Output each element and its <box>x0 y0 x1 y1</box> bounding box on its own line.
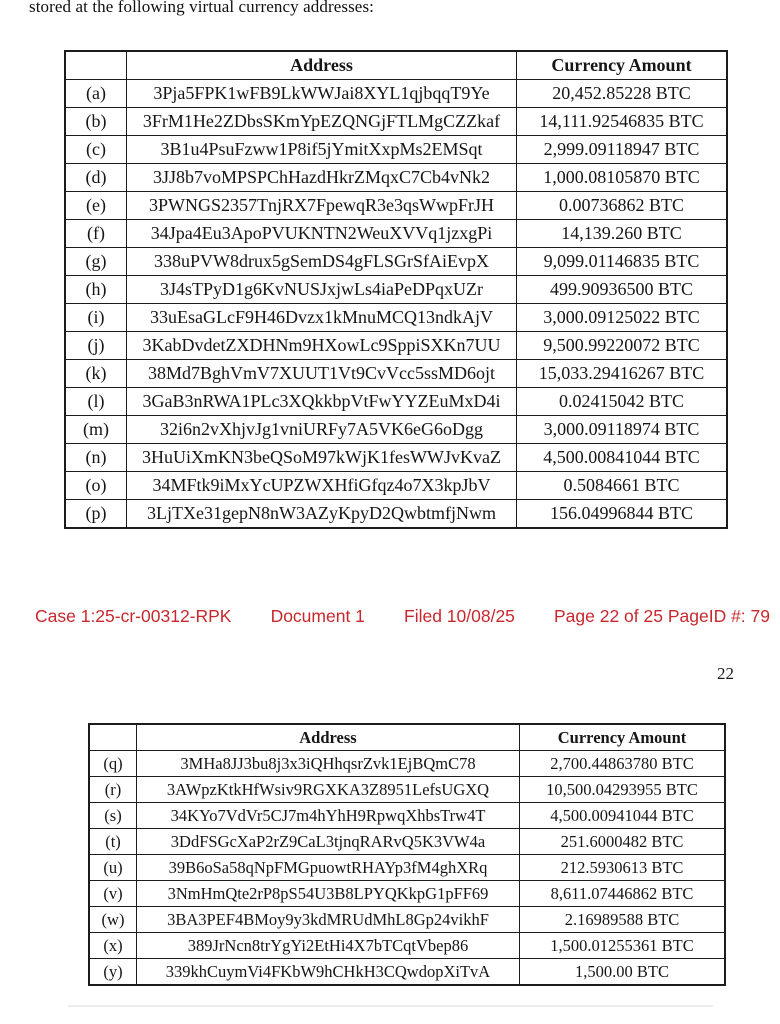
amount-cell: 14,111.92546835 BTC <box>517 108 728 136</box>
table1-header-amount: Currency Amount <box>517 51 728 80</box>
table-row <box>89 803 725 829</box>
amount-cell: 0.00736862 BTC <box>517 192 728 220</box>
table-row <box>89 829 725 855</box>
table-row <box>65 444 727 472</box>
table-row <box>89 959 725 986</box>
row-label: (h) <box>65 276 127 304</box>
table-row <box>89 855 725 881</box>
address-cell: 38Md7BghVmV7XUUT1Vt9CvVcc5ssMD6ojt <box>127 360 517 388</box>
row-label: (l) <box>65 388 127 416</box>
table-row <box>65 416 727 444</box>
amount-cell: 3,000.09118974 BTC <box>517 416 728 444</box>
table1-header-address: Address <box>127 51 517 80</box>
amount-cell: 9,099.01146835 BTC <box>517 248 728 276</box>
address-cell: 34KYo7VdVr5CJ7m4hYhH9RpwqXhbsTrw4T <box>137 803 520 829</box>
amount-cell: 0.02415042 BTC <box>517 388 728 416</box>
table-row <box>65 192 727 220</box>
address-cell: 3KabDvdetZXDHNm9HXowLc9SppiSXKn7UU <box>127 332 517 360</box>
amount-cell: 2,999.09118947 BTC <box>517 136 728 164</box>
address-cell: 32i6n2vXhjvJg1vniURFy7A5VK6eG6oDgg <box>127 416 517 444</box>
table-row <box>65 388 727 416</box>
amount-cell: 20,452.85228 BTC <box>517 80 728 108</box>
page-number: 22 <box>717 664 734 683</box>
row-label: (t) <box>89 829 137 855</box>
amount-cell: 251.6000482 BTC <box>520 829 726 855</box>
row-label: (c) <box>65 136 127 164</box>
amount-cell: 3,000.09125022 BTC <box>517 304 728 332</box>
address-cell: 3HuUiXmKN3beQSoM97kWjK1fesWWJvKvaZ <box>127 444 517 472</box>
row-label: (f) <box>65 220 127 248</box>
page-id-label: Page 22 of 25 PageID #: 79 <box>554 606 770 626</box>
amount-cell: 0.5084661 BTC <box>517 472 728 500</box>
amount-cell: 156.04996844 BTC <box>517 500 728 529</box>
table-row <box>65 332 727 360</box>
row-label: (n) <box>65 444 127 472</box>
row-label: (w) <box>89 907 137 933</box>
address-cell: 3LjTXe31gepN8nW3AZyKpyD2QwbtmfjNwm <box>127 500 517 529</box>
row-label: (i) <box>65 304 127 332</box>
address-cell: 3Pja5FPK1wFB9LkWWJai8XYL1qjbqqT9Ye <box>127 80 517 108</box>
intro-text: stored at the following virtual currency addresses: <box>29 0 374 16</box>
address-cell: 389JrNcn8trYgYi2EtHi4X7bTCqtVbep86 <box>137 933 520 959</box>
table-row <box>65 304 727 332</box>
amount-cell: 2.16989588 BTC <box>520 907 726 933</box>
table-row <box>89 907 725 933</box>
row-label: (e) <box>65 192 127 220</box>
address-cell: 3MHa8JJ3bu8j3x3iQHhqsrZvk1EjBQmC78 <box>137 751 520 777</box>
row-label: (j) <box>65 332 127 360</box>
table-header-row <box>65 51 727 80</box>
case-number: Case 1:25-cr-00312-RPK <box>35 606 232 626</box>
address-cell: 3B1u4PsuFzww1P8if5jYmitXxpMs2EMSqt <box>127 136 517 164</box>
row-label: (x) <box>89 933 137 959</box>
row-label: (b) <box>65 108 127 136</box>
row-label: (q) <box>89 751 137 777</box>
amount-cell: 2,700.44863780 BTC <box>520 751 726 777</box>
table-row <box>89 881 725 907</box>
row-label: (s) <box>89 803 137 829</box>
address-cell: 338uPVW8drux5gSemDS4gFLSGrSfAiEvpX <box>127 248 517 276</box>
table-row <box>65 164 727 192</box>
amount-cell: 14,139.260 BTC <box>517 220 728 248</box>
row-label: (v) <box>89 881 137 907</box>
row-label: (d) <box>65 164 127 192</box>
table-row <box>65 472 727 500</box>
table2-header-blank <box>89 724 137 751</box>
table-row <box>89 751 725 777</box>
amount-cell: 15,033.29416267 BTC <box>517 360 728 388</box>
amount-cell: 499.90936500 BTC <box>517 276 728 304</box>
table-row <box>65 80 727 108</box>
amount-cell: 1,500.01255361 BTC <box>520 933 726 959</box>
row-label: (u) <box>89 855 137 881</box>
row-label: (r) <box>89 777 137 803</box>
address-cell: 3DdFSGcXaP2rZ9CaL3tjnqRARvQ5K3VW4a <box>137 829 520 855</box>
amount-cell: 212.5930613 BTC <box>520 855 726 881</box>
table-row <box>89 777 725 803</box>
address-cell: 39B6oSa58qNpFMGpuowtRHAYp3fM4ghXRq <box>137 855 520 881</box>
row-label: (a) <box>65 80 127 108</box>
row-label: (m) <box>65 416 127 444</box>
address-cell: 33uEsaGLcF9H46Dvzx1kMnuMCQ13ndkAjV <box>127 304 517 332</box>
scan-artifact-line <box>68 1005 713 1007</box>
address-cell: 3AWpzKtkHfWsiv9RGXKA3Z8951LefsUGXQ <box>137 777 520 803</box>
amount-cell: 1,500.00 BTC <box>520 959 726 986</box>
table-row <box>65 360 727 388</box>
btc-address-table-2 <box>88 723 726 986</box>
table-row <box>65 220 727 248</box>
table-header-row <box>89 724 725 751</box>
table2-header-address: Address <box>137 724 520 751</box>
table-row <box>65 276 727 304</box>
row-label: (y) <box>89 959 137 986</box>
address-cell: 3BA3PEF4BMoy9y3kdMRUdMhL8Gp24vikhF <box>137 907 520 933</box>
filed-date: Filed 10/08/25 <box>404 606 515 626</box>
amount-cell: 4,500.00841044 BTC <box>517 444 728 472</box>
table-row <box>65 108 727 136</box>
case-stamp <box>35 606 770 627</box>
address-cell: 339khCuymVi4FKbW9hCHkH3CQwdopXiTvA <box>137 959 520 986</box>
btc-address-table-1 <box>64 50 728 529</box>
address-cell: 34MFtk9iMxYcUPZWXHfiGfqz4o7X3kpJbV <box>127 472 517 500</box>
address-cell: 3NmHmQte2rP8pS54U3B8LPYQKkpG1pFF69 <box>137 881 520 907</box>
address-cell: 3GaB3nRWA1PLc3XQkkbpVtFwYYZEuMxD4i <box>127 388 517 416</box>
table2-body <box>89 751 725 986</box>
table2-header-amount: Currency Amount <box>520 724 726 751</box>
address-cell: 3J4sTPyD1g6KvNUSJxjwLs4iaPeDPqxUZr <box>127 276 517 304</box>
address-cell: 3JJ8b7voMPSPChHazdHkrZMqxC7Cb4vNk2 <box>127 164 517 192</box>
address-cell: 3FrM1He2ZDbsSKmYpEZQNGjFTLMgCZZkaf <box>127 108 517 136</box>
table1-body <box>65 80 727 529</box>
table1-header-blank <box>65 51 127 80</box>
amount-cell: 4,500.00941044 BTC <box>520 803 726 829</box>
amount-cell: 8,611.07446862 BTC <box>520 881 726 907</box>
amount-cell: 10,500.04293955 BTC <box>520 777 726 803</box>
address-cell: 3PWNGS2357TnjRX7FpewqR3e3qsWwpFrJH <box>127 192 517 220</box>
row-label: (o) <box>65 472 127 500</box>
row-label: (g) <box>65 248 127 276</box>
amount-cell: 9,500.99220072 BTC <box>517 332 728 360</box>
table-row <box>65 500 727 529</box>
amount-cell: 1,000.08105870 BTC <box>517 164 728 192</box>
table-row <box>65 136 727 164</box>
document-label: Document 1 <box>270 606 365 626</box>
table-row <box>65 248 727 276</box>
row-label: (k) <box>65 360 127 388</box>
table-row <box>89 933 725 959</box>
address-cell: 34Jpa4Eu3ApoPVUKNTN2WeuXVVq1jzxgPi <box>127 220 517 248</box>
row-label: (p) <box>65 500 127 529</box>
